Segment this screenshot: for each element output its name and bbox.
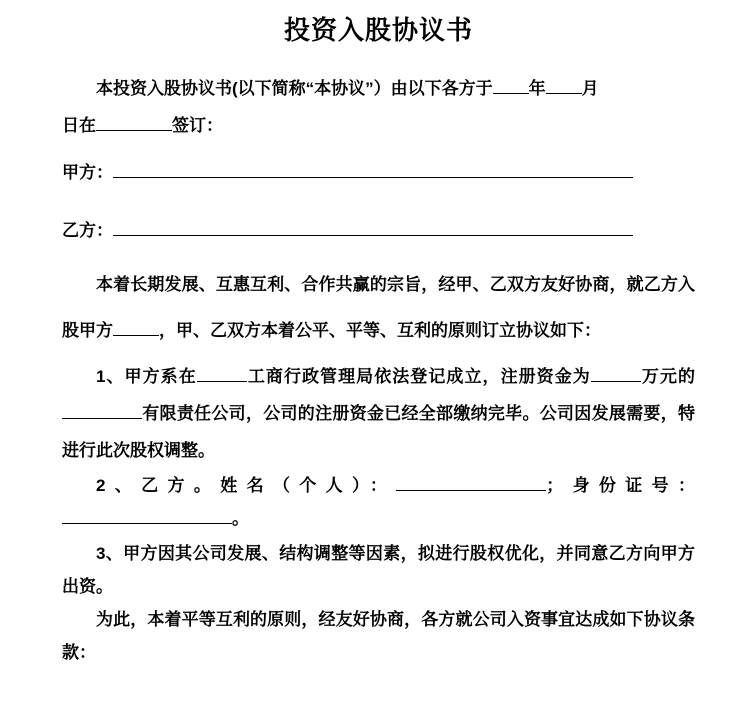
blank-investment-target: [113, 318, 159, 336]
party-a-row: [62, 160, 695, 186]
purpose-text-after: ，甲、乙双方本着公平、平等、互利的原则订立协议如下：: [159, 321, 601, 340]
blank-month: [546, 76, 582, 94]
intro-lead-text: 本投资入股协议书(以下简称“本协议”）由以下各方于: [96, 79, 493, 98]
clause-1-text-2: 工商行政管理局依法登记成立，注册资金为: [246, 367, 591, 386]
clause-2-paragraph: [62, 469, 695, 535]
clause-3-paragraph: [62, 537, 695, 603]
blank-signing-place: [96, 113, 172, 131]
party-b-row: [62, 218, 695, 244]
clause-1-text-3: 万元的: [640, 367, 696, 386]
clause-1-paragraph: [62, 358, 695, 469]
clause-2-text-1: 2、乙方。姓名（个人）：: [96, 476, 397, 495]
intro-day-label: 日在: [62, 116, 96, 135]
closing-text: 为此，本着平等互利的原则，经友好协商，各方就公司入资事宜达成如下协议条款：: [62, 610, 695, 662]
party-b-label: 乙方：: [62, 221, 113, 240]
intro-paragraph: [62, 70, 695, 144]
party-b-blank: [113, 218, 633, 236]
purpose-paragraph: [62, 262, 695, 354]
blank-registered-capital: [591, 364, 641, 382]
blank-company-name: [62, 401, 142, 419]
document-title: 投资入股协议书: [283, 15, 473, 45]
clause-1-text-1: 1、甲方系在: [96, 367, 197, 386]
blank-year: [493, 76, 529, 94]
intro-year-label: 年: [528, 79, 546, 98]
clause-2-text-2: ；身份证号：: [546, 476, 695, 495]
purpose-text-before: 本着长期发展、互惠互利、合作共赢的宗旨，经甲、乙双方友好协商，就乙方入股甲方: [62, 275, 695, 340]
party-a-blank: [113, 160, 633, 178]
intro-month-label: 月: [581, 79, 599, 98]
intro-sign-label: 签订：: [172, 116, 223, 135]
clause-3-text: 3、甲方因其公司发展、结构调整等因素，拟进行股权优化，并同意乙方向甲方出资。: [62, 544, 695, 596]
party-a-label: 甲方：: [62, 163, 113, 182]
blank-person-name: [396, 473, 546, 491]
blank-registration-bureau: [197, 364, 247, 382]
clause-2-text-3: 。: [232, 509, 249, 528]
clause-1-text-4: 有限责任公司，公司的注册资金已经全部缴纳完毕。公司因发展需要，特进行此次股权调整。: [62, 404, 695, 460]
closing-paragraph: [62, 603, 695, 669]
blank-id-number: [62, 506, 232, 524]
